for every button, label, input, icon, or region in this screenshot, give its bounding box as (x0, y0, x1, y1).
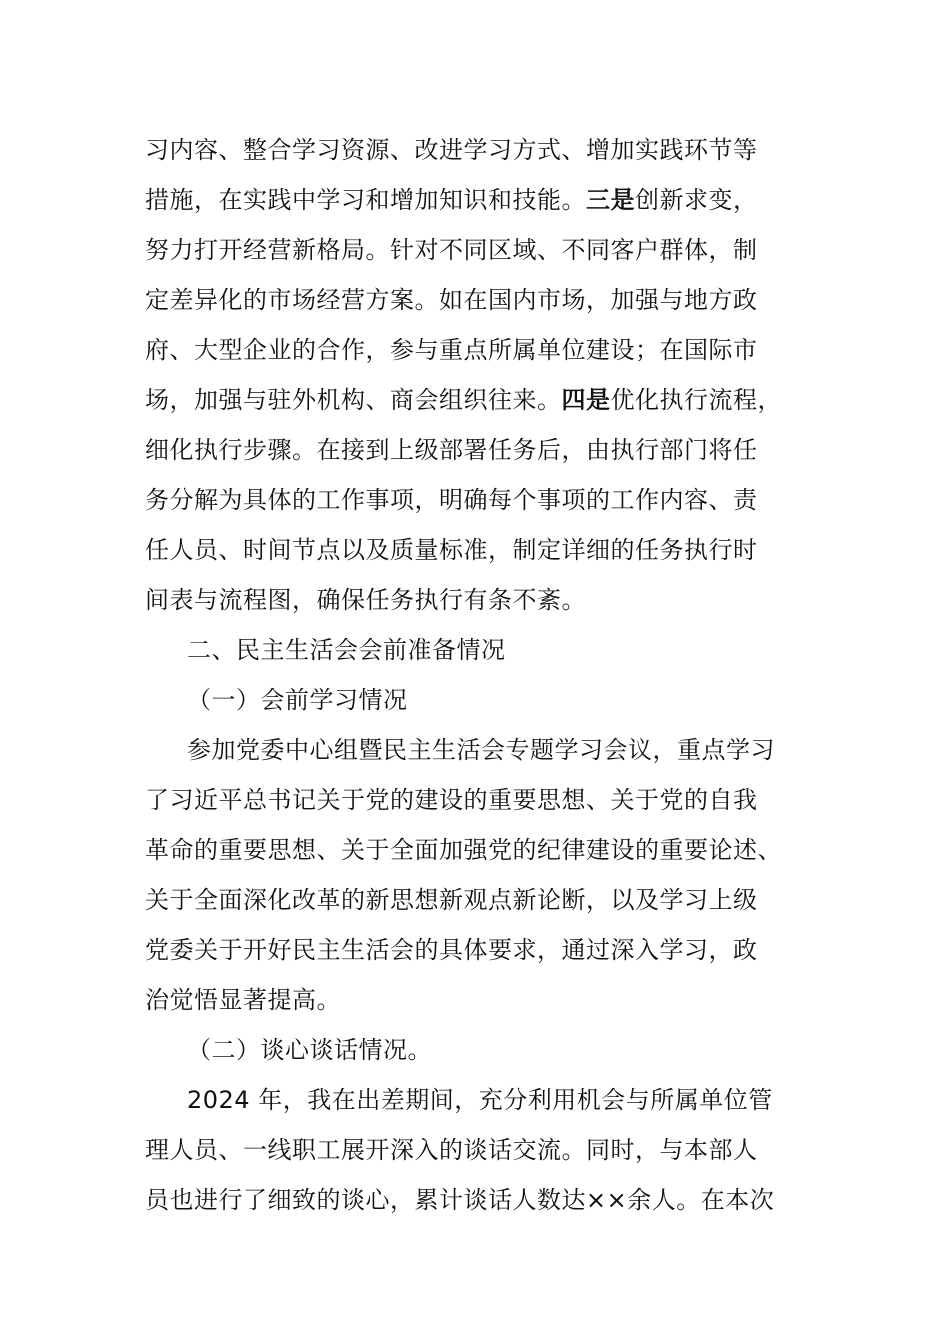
body-text-line: 府、大型企业的合作，参与重点所属单位建设；在国际市 (145, 336, 758, 364)
body-text-line: 间表与流程图，确保任务执行有条不紊。 (145, 586, 586, 614)
body-text-line: 任人员、时间节点以及质量标准，制定详细的任务执行时 (145, 536, 758, 564)
body-text-line: 习内容、整合学习资源、改进学习方式、增加实践环节等 (145, 136, 758, 164)
body-text-line: 措施，在实践中学习和增加知识和技能。三是创新求变， (145, 186, 758, 214)
body-text-line: 党委关于开好民主生活会的具体要求，通过深入学习，政 (145, 936, 758, 964)
body-text-line: 务分解为具体的工作事项，明确每个事项的工作内容、责 (145, 486, 758, 514)
body-text-line: 理人员、一线职工展开深入的谈话交流。同时，与本部人 (145, 1136, 758, 1164)
body-text-line: 定差异化的市场经营方案。如在国内市场，加强与地方政 (145, 286, 758, 314)
section-heading: 二、民主生活会会前准备情况 (187, 636, 506, 664)
body-text-line: 2024 年，我在出差期间，充分利用机会与所属单位管 (187, 1086, 773, 1114)
body-text-line: 参加党委中心组暨民主生活会专题学习会议，重点学习 (187, 736, 775, 764)
body-text-line: 关于全面深化改革的新思想新观点新论断，以及学习上级 (145, 886, 758, 914)
subsection-heading: （一）会前学习情况 (187, 686, 408, 714)
subsection-heading: （二）谈心谈话情况。 (187, 1036, 432, 1064)
emphasis-text: 三是 (586, 186, 635, 214)
body-text-line: 细化执行步骤。在接到上级部署任务后，由执行部门将任 (145, 436, 758, 464)
body-text-line: 努力打开经营新格局。针对不同区域、不同客户群体，制 (145, 236, 758, 264)
body-text-line: 场，加强与驻外机构、商会组织往来。四是优化执行流程， (145, 386, 782, 414)
body-text-line: 员也进行了细致的谈心，累计谈话人数达××余人。在本次 (145, 1186, 775, 1214)
body-text-line: 治觉悟显著提高。 (145, 986, 341, 1014)
emphasis-text: 四是 (561, 386, 611, 414)
body-text-line: 革命的重要思想、关于全面加强党的纪律建设的重要论述、 (145, 836, 782, 864)
body-text-line: 了习近平总书记关于党的建设的重要思想、关于党的自我 (145, 786, 758, 814)
